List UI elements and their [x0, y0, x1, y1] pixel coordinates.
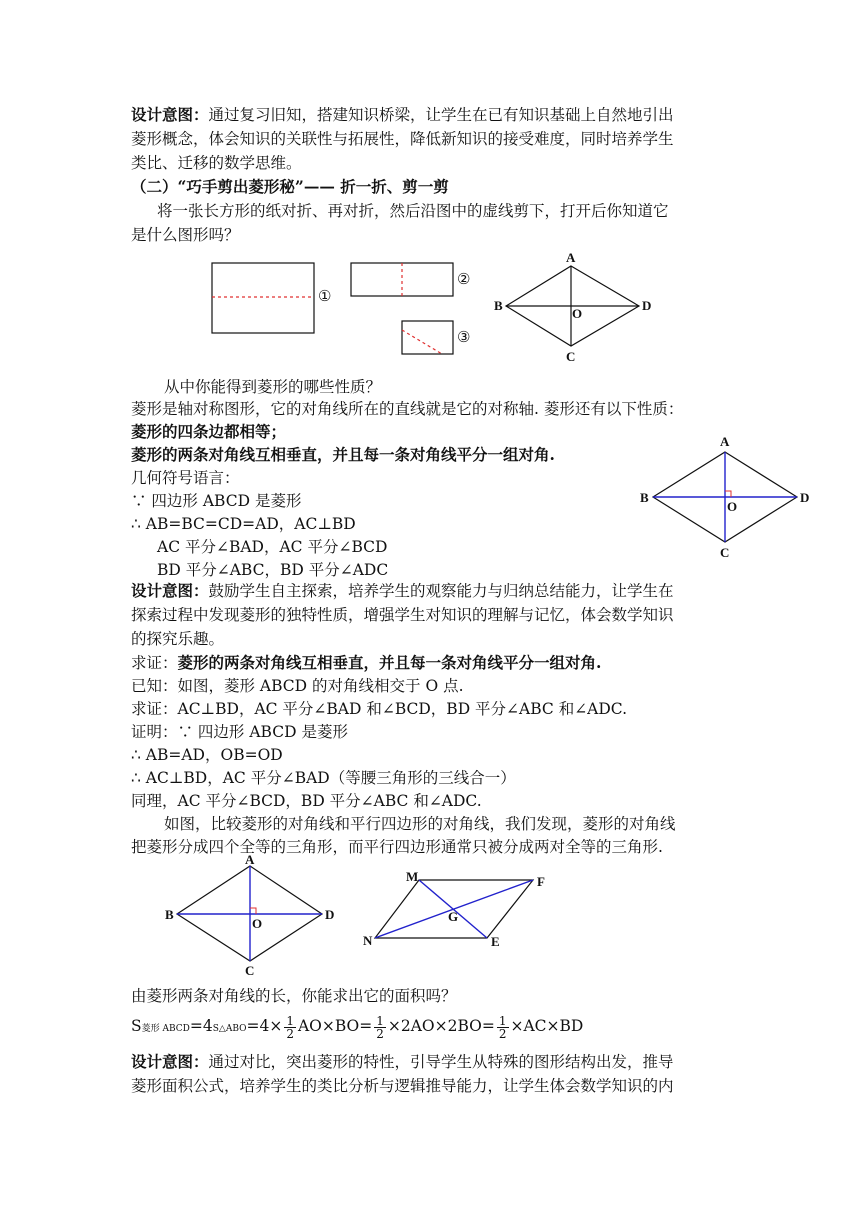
- intent1-line3: 类比、迁移的数学思维。: [131, 154, 302, 172]
- proof-step4: 同理，AC 平分∠BCD，BD 平分∠ABC 和∠ADC.: [131, 792, 482, 810]
- comparison-parallelogram: [360, 866, 560, 956]
- property-sides: 菱形的四条边都相等；: [131, 422, 287, 441]
- formula-part: =4: [189, 1017, 213, 1035]
- intent2-line1: [131, 580, 674, 602]
- triangle-area-subscript: S△ABO: [212, 1024, 247, 1034]
- compare-line2: 把菱形分成四个全等的三角形，而平行四边形通常只被分成两对全等的三角形.: [131, 838, 663, 856]
- vertex-m-label: M: [406, 869, 419, 884]
- fraction-denominator: 2: [286, 1026, 294, 1041]
- section-paragraph-line2: 是什么图形吗？: [131, 226, 240, 244]
- intent1-line1: [131, 104, 674, 126]
- fraction-numerator: 1: [286, 1013, 294, 1028]
- symbol-line1: ∵ 四边形 ABCD 是菱形: [131, 492, 302, 510]
- vertex-a-label: A: [245, 852, 255, 867]
- intent-text: 鼓励学生自主探索，培养学生的观察能力与归纳总结能力，让学生在: [208, 582, 674, 600]
- intent2-line2: 探索过程中发现菱形的独特性质，增强学生对知识的理解与记忆，体会数学知识: [131, 606, 674, 624]
- section-paragraph-line1: 将一张长方形的纸对折、再对折，然后沿图中的虚线剪下，打开后你知道它: [157, 202, 669, 220]
- symbol-line2: ∴ AB=BC=CD=AD，AC⊥BD: [131, 515, 356, 533]
- symmetry-statement: 菱形是轴对称图形，它的对角线所在的直线就是它的对称轴. 菱形还有以下性质：: [131, 400, 684, 418]
- formula-part: =4×: [246, 1017, 283, 1035]
- area-subscript: 菱形 ABCD: [141, 1024, 190, 1034]
- symbol-line3: AC 平分∠BAD，AC 平分∠BCD: [157, 538, 388, 556]
- vertex-b-label: B: [165, 907, 174, 922]
- vertex-d-label: D: [800, 490, 810, 505]
- center-o-label: O: [252, 916, 263, 931]
- vertex-c-label: C: [566, 349, 576, 364]
- properties-question: 从中你能得到菱形的哪些性质？: [164, 378, 382, 396]
- fraction-half: [284, 1015, 296, 1040]
- property-diagonals: 菱形的两条对角线互相垂直，并且每一条对角线平分一组对角.: [131, 445, 555, 464]
- proof-question-text: 菱形的两条对角线互相垂直，并且每一条对角线平分一组对角.: [177, 653, 602, 672]
- vertex-a-label: A: [720, 434, 730, 449]
- intent1-line2: 菱形概念，体会知识的关联性与拓展性，降低新知识的接受难度，同时培养学生: [131, 130, 674, 148]
- fraction-numerator: 1: [498, 1013, 507, 1028]
- vertex-c-label: C: [720, 545, 730, 560]
- proof-question-label: 求证：: [131, 654, 178, 672]
- intent-label: 设计意图：: [131, 581, 209, 600]
- formula-part: ×AC×BD: [510, 1017, 584, 1035]
- formula-part: AO×BO=: [297, 1017, 373, 1035]
- proof-step1: 证明：∵ 四边形 ABCD 是菱形: [131, 723, 348, 741]
- fraction-denominator: 2: [498, 1026, 507, 1041]
- fraction-denominator: 2: [376, 1026, 384, 1041]
- fraction-half: [497, 1015, 509, 1040]
- vertex-n-label: N: [363, 933, 373, 948]
- intent-label: 设计意图：: [131, 1052, 209, 1071]
- step2-mark: ②: [457, 272, 471, 288]
- formula-part: ×2AO×2BO=: [387, 1017, 495, 1035]
- proof-known: 已知：如图，菱形 ABCD 的对角线相交于 O 点.: [131, 677, 464, 695]
- intent-label: 设计意图：: [131, 105, 209, 124]
- compare-line1: 如图，比较菱形的对角线和平行四边形的对角线，我们发现，菱形的对角线: [164, 815, 676, 833]
- vertex-b-label: B: [640, 490, 649, 505]
- section-title: （二）“巧手剪出菱形秘”—— 折一折、剪一剪: [131, 177, 449, 196]
- vertex-e-label: E: [491, 934, 500, 949]
- rhombus-diagram: [636, 430, 816, 570]
- step1-mark: ①: [318, 289, 332, 305]
- geometric-language-label: 几何符号语言：: [131, 469, 240, 487]
- fraction-half: [374, 1015, 386, 1040]
- proof-step2: ∴ AB=AD，OB=OD: [131, 746, 283, 764]
- fold-cut-figure: [200, 248, 670, 378]
- intent3-line2: 菱形面积公式，培养学生的类比分析与逻辑推导能力，让学生体会数学知识的内: [131, 1077, 674, 1095]
- center-o-label: O: [572, 306, 583, 321]
- area-symbol: S: [131, 1017, 142, 1035]
- step3-mark: ③: [457, 330, 471, 346]
- vertex-b-label: B: [494, 298, 503, 313]
- vertex-d-label: D: [325, 907, 335, 922]
- intersection-g-label: G: [448, 909, 459, 924]
- intent-text: 通过复习旧知，搭建知识桥梁，让学生在已有知识基础上自然地引出: [208, 106, 674, 124]
- proof-prove: 求证：AC⊥BD，AC 平分∠BAD 和∠BCD，BD 平分∠ABC 和∠ADC.: [131, 700, 628, 718]
- vertex-d-label: D: [642, 298, 652, 313]
- comparison-rhombus: [160, 852, 350, 980]
- center-o-label: O: [727, 499, 738, 514]
- area-formula: [131, 1013, 583, 1042]
- intent2-line3: 的探究乐趣。: [131, 630, 225, 648]
- intent-text: 通过对比，突出菱形的特性，引导学生从特殊的图形结构出发，推导: [208, 1053, 674, 1071]
- vertex-a-label: A: [566, 250, 576, 265]
- proof-step3: ∴ AC⊥BD，AC 平分∠BAD（等腰三角形的三线合一）: [131, 769, 516, 787]
- proof-question: [131, 652, 601, 674]
- vertex-f-label: F: [537, 874, 545, 889]
- intent3-line1: [131, 1051, 674, 1073]
- symbol-line4: BD 平分∠ABC，BD 平分∠ADC: [157, 561, 389, 579]
- fraction-numerator: 1: [376, 1013, 384, 1028]
- area-question: 由菱形两条对角线的长，你能求出它的面积吗？: [131, 987, 457, 1005]
- vertex-c-label: C: [245, 963, 255, 978]
